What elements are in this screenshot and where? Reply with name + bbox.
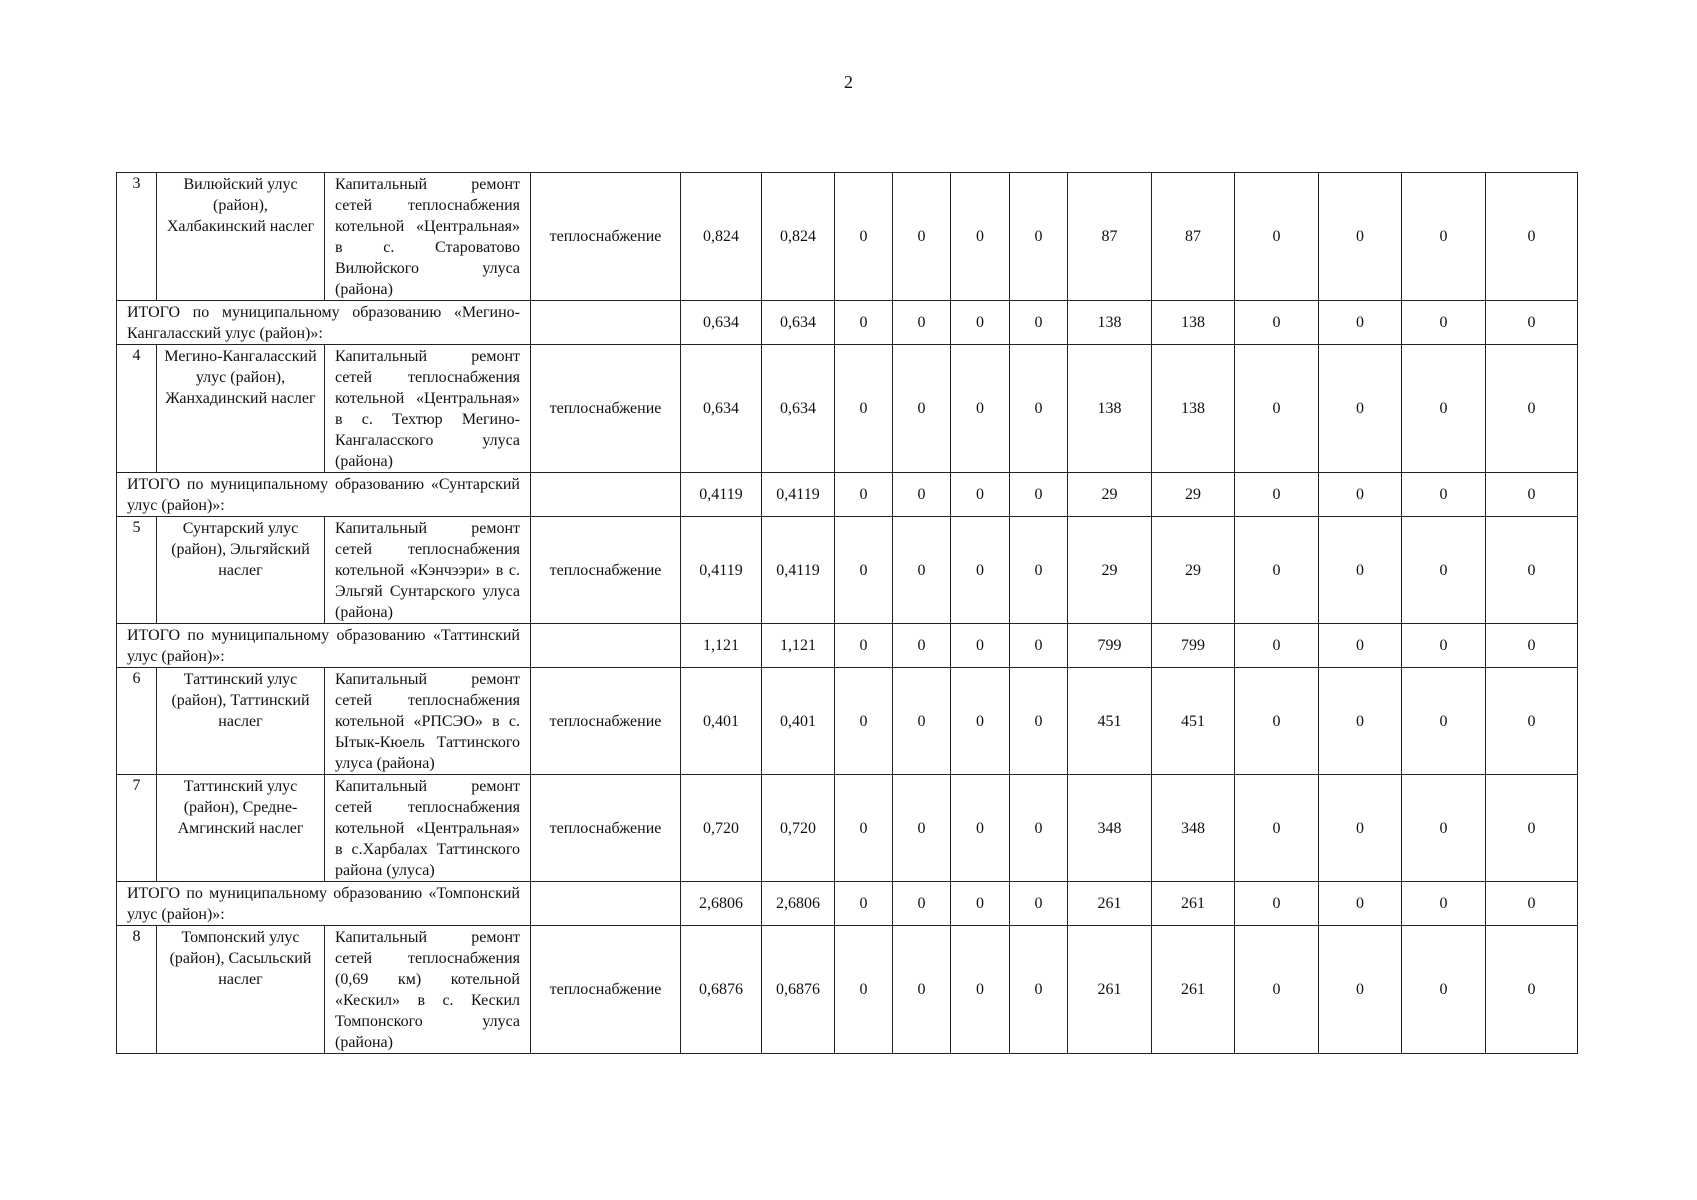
value-cell: 0,634 bbox=[762, 345, 835, 473]
value-cell: 0 bbox=[1235, 517, 1319, 624]
value-cell: 138 bbox=[1152, 345, 1235, 473]
type-cell bbox=[531, 473, 681, 517]
value-cell: 0 bbox=[1235, 882, 1319, 926]
value-cell: 0 bbox=[1235, 173, 1319, 301]
value-cell: 0,6876 bbox=[762, 926, 835, 1054]
value-cell: 261 bbox=[1152, 882, 1235, 926]
value-cell: 0 bbox=[951, 345, 1010, 473]
value-cell: 0 bbox=[1010, 517, 1068, 624]
value-cell: 0 bbox=[1486, 517, 1578, 624]
value-cell: 451 bbox=[1068, 668, 1152, 775]
value-cell: 0 bbox=[951, 775, 1010, 882]
value-cell: 0 bbox=[1319, 775, 1402, 882]
value-cell: 0 bbox=[893, 926, 951, 1054]
type-cell: теплоснабжение bbox=[531, 668, 681, 775]
municipality-cell: Таттинский улус (район), Средне-Амгинский наслег bbox=[157, 775, 325, 882]
value-cell: 0 bbox=[1235, 668, 1319, 775]
value-cell: 0 bbox=[835, 926, 893, 1054]
value-cell: 0 bbox=[1319, 517, 1402, 624]
description-cell: Капитальный ремонт сетей теплоснабжения котельной «Центральная» в с.Харбалах Таттинского района (улуса) bbox=[325, 775, 531, 882]
value-cell: 0,4119 bbox=[681, 517, 762, 624]
value-cell: 0 bbox=[835, 345, 893, 473]
value-cell: 0 bbox=[1235, 301, 1319, 345]
value-cell: 0 bbox=[1402, 668, 1486, 775]
value-cell: 29 bbox=[1152, 473, 1235, 517]
value-cell: 0 bbox=[951, 473, 1010, 517]
row-number-cell: 7 bbox=[117, 775, 157, 882]
table-body bbox=[117, 173, 1578, 1054]
value-cell: 0,720 bbox=[762, 775, 835, 882]
value-cell: 0 bbox=[1010, 345, 1068, 473]
value-cell: 0 bbox=[835, 668, 893, 775]
value-cell: 0 bbox=[1319, 473, 1402, 517]
value-cell: 0 bbox=[1319, 173, 1402, 301]
value-cell: 0 bbox=[893, 882, 951, 926]
table-row bbox=[117, 668, 1578, 775]
value-cell: 0 bbox=[1235, 926, 1319, 1054]
value-cell: 0 bbox=[893, 173, 951, 301]
value-cell: 0 bbox=[1486, 926, 1578, 1054]
value-cell: 0 bbox=[1010, 624, 1068, 668]
value-cell: 0 bbox=[893, 301, 951, 345]
value-cell: 29 bbox=[1152, 517, 1235, 624]
value-cell: 0 bbox=[1402, 301, 1486, 345]
value-cell: 0,634 bbox=[681, 345, 762, 473]
total-label-cell: ИТОГО по муниципальному образованию «Сунтарский улус (район)»: bbox=[117, 473, 531, 517]
value-cell: 138 bbox=[1152, 301, 1235, 345]
total-label-cell: ИТОГО по муниципальному образованию «Мегино-Кангаласский улус (район)»: bbox=[117, 301, 531, 345]
value-cell: 0 bbox=[1319, 668, 1402, 775]
value-cell: 0 bbox=[1010, 668, 1068, 775]
value-cell: 0 bbox=[1486, 882, 1578, 926]
value-cell: 0,4119 bbox=[762, 517, 835, 624]
value-cell: 0 bbox=[1402, 926, 1486, 1054]
value-cell: 87 bbox=[1068, 173, 1152, 301]
value-cell: 29 bbox=[1068, 473, 1152, 517]
row-number-cell: 3 bbox=[117, 173, 157, 301]
value-cell: 0 bbox=[1010, 882, 1068, 926]
table-row bbox=[117, 775, 1578, 882]
type-cell bbox=[531, 882, 681, 926]
municipality-cell: Сунтарский улус (район), Эльгяйский наслег bbox=[157, 517, 325, 624]
type-cell: теплоснабжение bbox=[531, 173, 681, 301]
table-row bbox=[117, 517, 1578, 624]
value-cell: 0 bbox=[1486, 473, 1578, 517]
total-label-cell: ИТОГО по муниципальному образованию «Томпонский улус (район)»: bbox=[117, 882, 531, 926]
value-cell: 0 bbox=[951, 624, 1010, 668]
value-cell: 2,6806 bbox=[681, 882, 762, 926]
value-cell: 0 bbox=[1402, 345, 1486, 473]
type-cell bbox=[531, 624, 681, 668]
value-cell: 0 bbox=[1010, 173, 1068, 301]
value-cell: 348 bbox=[1068, 775, 1152, 882]
value-cell: 0 bbox=[951, 668, 1010, 775]
value-cell: 1,121 bbox=[762, 624, 835, 668]
value-cell: 0,401 bbox=[681, 668, 762, 775]
value-cell: 0 bbox=[1319, 926, 1402, 1054]
value-cell: 0 bbox=[1319, 345, 1402, 473]
program-table bbox=[116, 172, 1578, 1054]
value-cell: 0 bbox=[951, 517, 1010, 624]
row-number-cell: 4 bbox=[117, 345, 157, 473]
value-cell: 0 bbox=[951, 882, 1010, 926]
value-cell: 799 bbox=[1152, 624, 1235, 668]
value-cell: 0 bbox=[1402, 882, 1486, 926]
value-cell: 0 bbox=[835, 624, 893, 668]
value-cell: 799 bbox=[1068, 624, 1152, 668]
value-cell: 0 bbox=[1402, 624, 1486, 668]
row-number-cell: 6 bbox=[117, 668, 157, 775]
value-cell: 0 bbox=[951, 301, 1010, 345]
row-number-cell: 5 bbox=[117, 517, 157, 624]
total-row bbox=[117, 624, 1578, 668]
value-cell: 0 bbox=[1486, 624, 1578, 668]
total-label-cell: ИТОГО по муниципальному образованию «Таттинский улус (район)»: bbox=[117, 624, 531, 668]
value-cell: 0 bbox=[1402, 473, 1486, 517]
value-cell: 0 bbox=[1402, 517, 1486, 624]
value-cell: 0 bbox=[893, 775, 951, 882]
table-row bbox=[117, 173, 1578, 301]
value-cell: 348 bbox=[1152, 775, 1235, 882]
value-cell: 0 bbox=[1486, 301, 1578, 345]
value-cell: 0 bbox=[1319, 624, 1402, 668]
value-cell: 0 bbox=[1486, 173, 1578, 301]
total-row bbox=[117, 301, 1578, 345]
value-cell: 0 bbox=[893, 668, 951, 775]
total-row bbox=[117, 882, 1578, 926]
value-cell: 0,824 bbox=[762, 173, 835, 301]
value-cell: 0 bbox=[1235, 775, 1319, 882]
description-cell: Капитальный ремонт сетей теплоснабжения котельной «РПСЭО» в с. Ытык-Кюель Таттинского улуса (района) bbox=[325, 668, 531, 775]
page-number: 2 bbox=[844, 72, 853, 92]
value-cell: 0 bbox=[1010, 775, 1068, 882]
value-cell: 0 bbox=[1010, 301, 1068, 345]
type-cell: теплоснабжение bbox=[531, 345, 681, 473]
value-cell: 0 bbox=[1010, 473, 1068, 517]
value-cell: 0 bbox=[1319, 301, 1402, 345]
type-cell bbox=[531, 301, 681, 345]
type-cell: теплоснабжение bbox=[531, 926, 681, 1054]
value-cell: 2,6806 bbox=[762, 882, 835, 926]
value-cell: 0,4119 bbox=[762, 473, 835, 517]
description-cell: Капитальный ремонт сетей теплоснабжения (0,69 км) котельной «Кескил» в с. Кескил Томпонского улуса (района) bbox=[325, 926, 531, 1054]
value-cell: 451 bbox=[1152, 668, 1235, 775]
value-cell: 0 bbox=[835, 301, 893, 345]
value-cell: 0 bbox=[1235, 345, 1319, 473]
row-number-cell: 8 bbox=[117, 926, 157, 1054]
table-row bbox=[117, 926, 1578, 1054]
value-cell: 0,4119 bbox=[681, 473, 762, 517]
value-cell: 0,6876 bbox=[681, 926, 762, 1054]
value-cell: 0 bbox=[951, 173, 1010, 301]
value-cell: 0,401 bbox=[762, 668, 835, 775]
table-row bbox=[117, 345, 1578, 473]
description-cell: Капитальный ремонт сетей теплоснабжения котельной «Центральная» в с. Староватово Вилюйского улуса (района) bbox=[325, 173, 531, 301]
value-cell: 0,824 bbox=[681, 173, 762, 301]
municipality-cell: Томпонский улус (район), Сасыльский наслег bbox=[157, 926, 325, 1054]
value-cell: 1,121 bbox=[681, 624, 762, 668]
value-cell: 0 bbox=[1486, 775, 1578, 882]
type-cell: теплоснабжение bbox=[531, 517, 681, 624]
value-cell: 0 bbox=[835, 882, 893, 926]
value-cell: 0 bbox=[1010, 926, 1068, 1054]
value-cell: 0,634 bbox=[762, 301, 835, 345]
value-cell: 0 bbox=[835, 473, 893, 517]
value-cell: 138 bbox=[1068, 301, 1152, 345]
value-cell: 0 bbox=[835, 517, 893, 624]
value-cell: 0 bbox=[893, 624, 951, 668]
value-cell: 0 bbox=[1235, 624, 1319, 668]
type-cell: теплоснабжение bbox=[531, 775, 681, 882]
value-cell: 261 bbox=[1152, 926, 1235, 1054]
municipality-cell: Вилюйский улус (район), Халбакинский наслег bbox=[157, 173, 325, 301]
value-cell: 0 bbox=[951, 926, 1010, 1054]
value-cell: 0 bbox=[893, 473, 951, 517]
value-cell: 0 bbox=[893, 345, 951, 473]
value-cell: 0 bbox=[1402, 775, 1486, 882]
municipality-cell: Таттинский улус (район), Таттинский наслег bbox=[157, 668, 325, 775]
value-cell: 138 bbox=[1068, 345, 1152, 473]
value-cell: 0 bbox=[835, 775, 893, 882]
value-cell: 0 bbox=[1486, 345, 1578, 473]
value-cell: 261 bbox=[1068, 882, 1152, 926]
value-cell: 0 bbox=[1319, 882, 1402, 926]
total-row bbox=[117, 473, 1578, 517]
value-cell: 261 bbox=[1068, 926, 1152, 1054]
description-cell: Капитальный ремонт сетей теплоснабжения котельной «Центральная» в с. Техтюр Мегино-Кангаласского улуса (района) bbox=[325, 345, 531, 473]
value-cell: 0 bbox=[835, 173, 893, 301]
value-cell: 0,720 bbox=[681, 775, 762, 882]
value-cell: 0 bbox=[1486, 668, 1578, 775]
value-cell: 29 bbox=[1068, 517, 1152, 624]
value-cell: 0 bbox=[893, 517, 951, 624]
description-cell: Капитальный ремонт сетей теплоснабжения котельной «Кэнчээри» в с. Эльгяй Сунтарского улуса (района) bbox=[325, 517, 531, 624]
municipality-cell: Мегино-Кангаласский улус (район), Жанхадинский наслег bbox=[157, 345, 325, 473]
value-cell: 0,634 bbox=[681, 301, 762, 345]
value-cell: 87 bbox=[1152, 173, 1235, 301]
value-cell: 0 bbox=[1235, 473, 1319, 517]
value-cell: 0 bbox=[1402, 173, 1486, 301]
